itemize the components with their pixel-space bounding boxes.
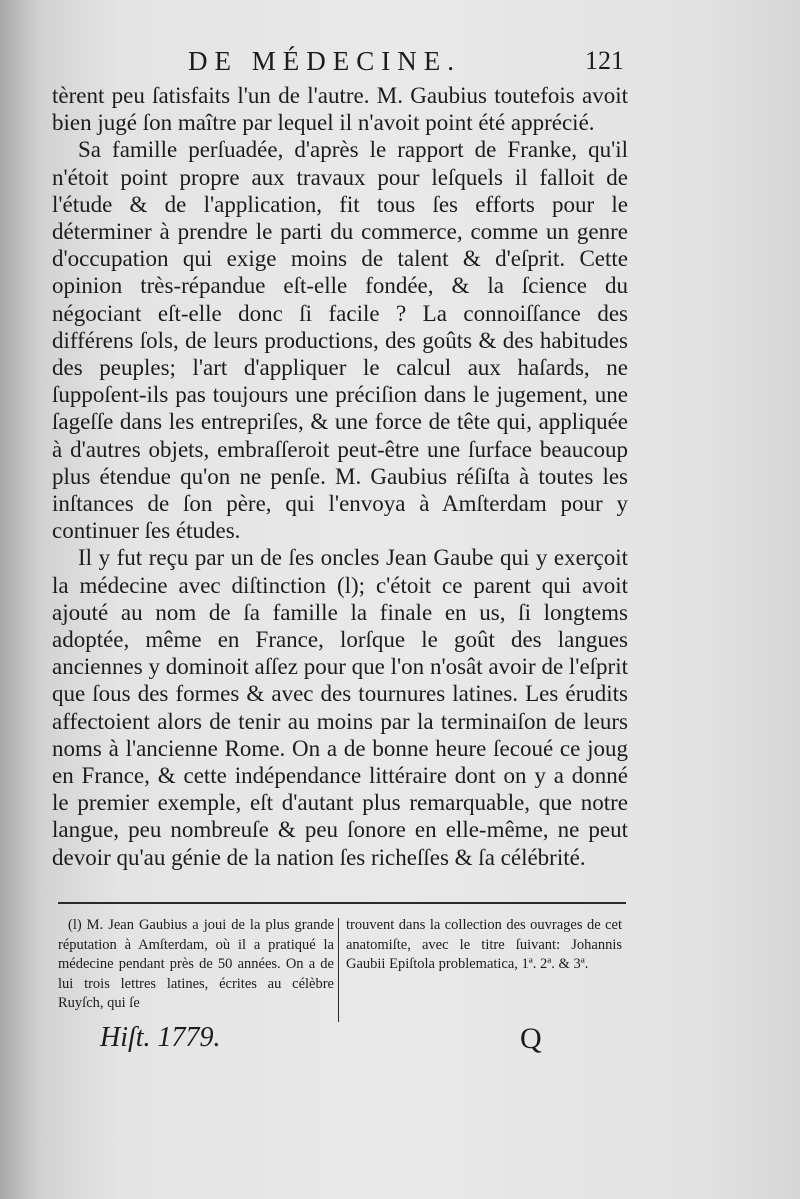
- footnote-column-divider: [338, 918, 339, 1022]
- page-header: [0, 46, 800, 80]
- footnote-right-column: [346, 916, 622, 975]
- signature-mark: Hiſt. 1779.: [100, 1022, 221, 1053]
- footnotes: [58, 916, 628, 1026]
- paragraph-1: tèrent peu ſatisfaits l'un de l'autre. M. Gaubius toutefois avoit bien jugé ſon maître par lequel il n'avoit point été apprécié.: [52, 83, 628, 136]
- footnote-left-text: (l) M. Jean Gaubius a joui de la plus grande réputation à Amſterdam, où il a pratiqué la médecine pendant près de 50 années. On a de lui trois lettres latines, écrites au célèbre Ruyſch, qui ſe: [58, 917, 334, 1011]
- running-title: DE MÉDECINE.: [188, 46, 461, 76]
- paragraph-2: Sa famille perſuadée, d'après le rapport de Franke, qu'il n'étoit point propre aux travaux pour leſquels il falloit de l'étude & de l'application, fit tous ſes efforts pour le déterminer à prendre le parti du commerce, comme un genre d'occupation qui exige moins de talent & d'eſprit. Cette opinion très-répandue eſt-elle fondée, & la ſcience du négociant eſt-elle donc ſi facile ? La connoiſſance des différens ſols, de leurs productions, des goûts & des habitudes des peuples; l'art d'appliquer le calcul aux haſards, ne ſuppoſent-ils pas toujours une préciſion dans le jugement, une ſageſſe dans les entrepriſes, & une force de tête qui, appliquée à d'autres objets, embraſſeroit peut-être une ſurface beaucoup plus étendue qu'on ne penſe. M. Gaubius réſiſta à toutes les inſtances de ſon père, qui l'envoya à Amſterdam pour y continuer ſes études.: [52, 137, 628, 544]
- footnote-rule: [58, 902, 626, 904]
- footnote-left-column: [58, 916, 334, 1014]
- footnote-right-text: trouvent dans la collection des ouvrages de cet anatomiſte, avec le titre ſuivant: Johannis Gaubii Epiſtola problematica, 1ª. 2ª. & 3ª.: [346, 917, 622, 972]
- signature-letter: Q: [520, 1022, 542, 1055]
- paragraph-3: Il y fut reçu par un de ſes oncles Jean Gaube qui y exerçoit la médecine avec diſtinction (l); c'étoit ce parent qui avoit ajouté au nom de ſa famille la finale en us, ſi longtems adoptée, même en France, lorſque le goût des langues anciennes y dominoit aſſez pour que l'on n'osât avoir de l'eſprit que ſous des formes & avec des tournures latines. Les érudits affectoient alors de tenir au moins par la terminaiſon de leurs noms à l'ancienne Rome. On a de bonne heure ſecoué ce joug en France, & cette indépendance littéraire dont on y a donné le premier exemple, eſt d'autant plus remarquable, que notre langue, peu nombreuſe & peu ſonore en elle-même, ne peut devoir qu'au génie de la nation ſes richeſſes & ſa célébrité.: [52, 545, 628, 870]
- page-number: 121: [585, 46, 624, 75]
- body-text: [52, 82, 628, 871]
